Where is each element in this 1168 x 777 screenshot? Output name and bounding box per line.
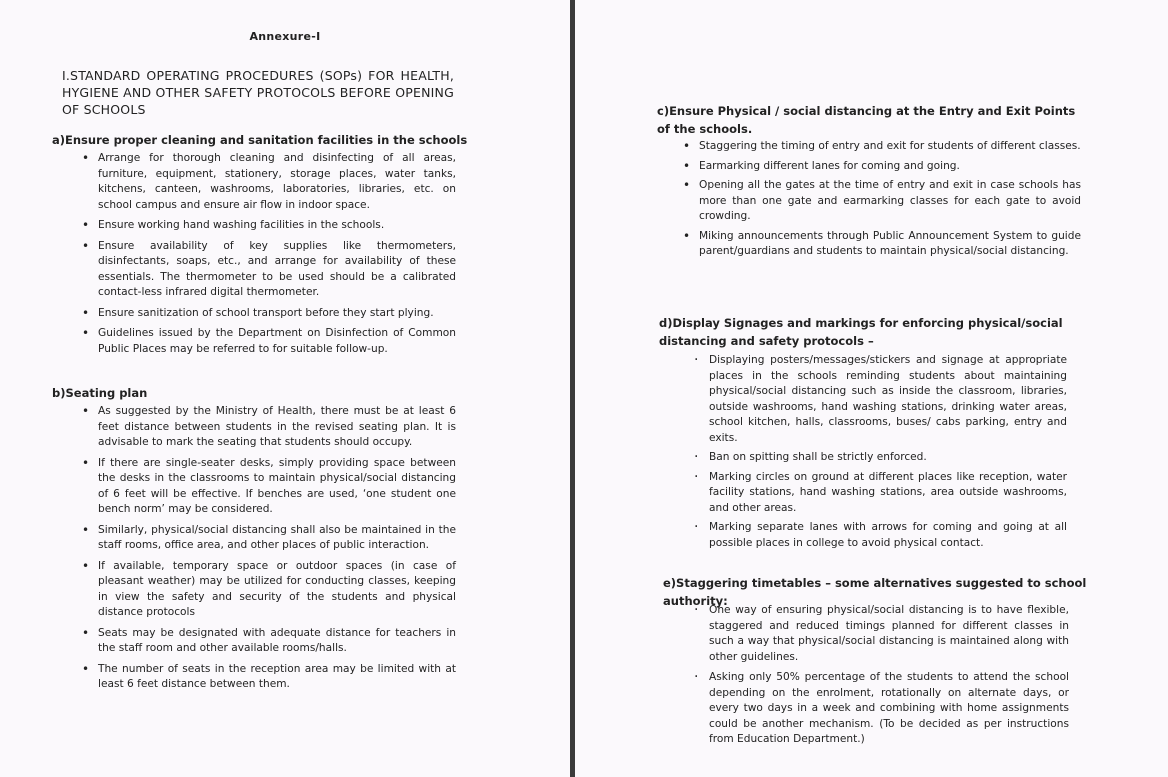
section-d-heading: d)Display Signages and markings for enforcing physical/social distancing and safety protocols – [659,316,1063,348]
list-item: · Asking only 50% percentage of the students to attend the school depending on the enrolment, rotationally on alternate days, or every two days in a week and combining with home assignments could be another mechanism. (To be decided as per instructions from Education Department.) [691,670,1069,748]
section-b-list [80,404,456,698]
document-title: I.STANDARD OPERATING PROCEDURES (SOPs) FOR HEALTH, HYGIENE AND OTHER SAFETY PROTOCOLS BEFORE OPENING OF SCHOOLS [62,68,454,117]
annexure-label: Annexure-I [249,30,321,43]
list-item: • The number of seats in the reception area may be limited with at least 6 feet distance between them. [80,662,456,693]
section-c-heading: c)Ensure Physical / social distancing at the Entry and Exit Points of the schools. [657,104,1076,136]
list-item: • If there are single-seater desks, simply providing space between the desks in the classrooms to maintain physical/social distancing of 6 feet will be effective. If benches are used, ‘one student one bench norm’ may be considered. [80,456,456,518]
section-d-list [691,353,1067,555]
left-page [0,0,570,777]
list-item: • Guidelines issued by the Department on Disinfection of Common Public Places may be referred to for suitable follow-up. [80,326,456,357]
list-item: • Ensure working hand washing facilities in the schools. [80,218,456,234]
list-item: • Seats may be designated with adequate distance for teachers in the staff room and other available rooms/halls. [80,626,456,657]
list-item: · Marking separate lanes with arrows for coming and going at all possible places in college to avoid physical contact. [691,520,1067,551]
list-item: · Marking circles on ground at different places like reception, water facility stations, hand washing stations, area outside washrooms, and other areas. [691,470,1067,517]
list-item: • As suggested by the Ministry of Health, there must be at least 6 feet distance between students in the revised seating plan. It is advisable to mark the seating that students should occupy. [80,404,456,451]
section-e-list [691,603,1069,753]
list-item: • Ensure availability of key supplies like thermometers, disinfectants, soaps, etc., and arrange for availability of these essentials. The thermometer to be used should be a calibrated contact-less infrared digital thermometer. [80,239,456,301]
list-item: • Arrange for thorough cleaning and disinfecting of all areas, furniture, equipment, stationery, storage places, water tanks, kitchens, canteen, washrooms, laboratories, libraries, etc. on school campus and ensure air flow in indoor space. [80,151,456,213]
list-item: • Staggering the timing of entry and exit for students of different classes. [681,139,1081,155]
right-page [575,0,1168,777]
list-item: • If available, temporary space or outdoor spaces (in case of pleasant weather) may be utilized for conducting classes, keeping in view the safety and security of the students and physical distance protocols [80,559,456,621]
section-e-heading: e)Staggering timetables – some alternatives suggested to school authority: [663,576,1087,608]
list-item: • Earmarking different lanes for coming and going. [681,159,1081,175]
list-item: · Ban on spitting shall be strictly enforced. [691,450,1067,466]
list-item: • Similarly, physical/social distancing shall also be maintained in the staff rooms, office area, and other places of public interaction. [80,523,456,554]
list-item: · One way of ensuring physical/social distancing is to have flexible, staggered and reduced timings planned for different classes in such a way that physical/social distancing is maintained along with other guidelines. [691,603,1069,665]
section-a-heading: a)Ensure proper cleaning and sanitation facilities in the schools [52,133,468,147]
section-b-heading: b)Seating plan [52,386,148,400]
list-item: • Miking announcements through Public Announcement System to guide parent/guardians and students to maintain physical/social distancing. [681,229,1081,260]
list-item: • Ensure sanitization of school transport before they start plying. [80,306,456,322]
list-item: • Opening all the gates at the time of entry and exit in case schools has more than one gate and earmarking classes for each gate to avoid crowding. [681,178,1081,225]
list-item: · Displaying posters/messages/stickers and signage at appropriate places in the schools reminding students about maintaining physical/social distancing such as inside the classroom, libraries, outside washrooms, hand washing stations, drinking water areas, school kitchen, halls, classrooms, buses/ cabs parking, entry and exits. [691,353,1067,446]
section-a-list [80,151,456,362]
section-c-list [681,139,1081,264]
